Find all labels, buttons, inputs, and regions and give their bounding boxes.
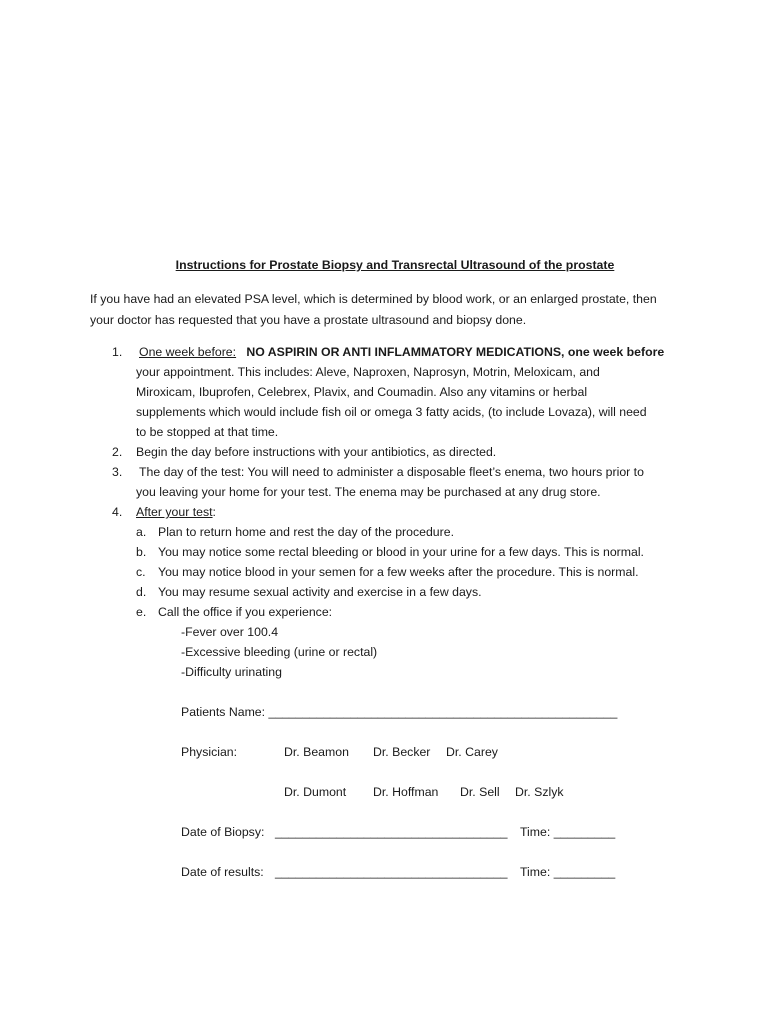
biopsy-time-label: Time: [520,825,551,839]
sub-item-e-letter: e. [136,605,147,619]
document-title: Instructions for Prostate Biopsy and Transrectal Ultrasound of the prostate [175,258,615,272]
sub-item-a-letter: a. [136,525,147,539]
sub-item-b-text: You may notice some rectal bleeding or blood in your urine for a few days. This is normal. [158,545,644,559]
item-3-line-2: you leaving your home for your test. The enema may be purchased at any drug store. [136,485,601,499]
patient-name-field[interactable]: ___________________________________________________ [268,705,618,719]
item-3-number: 3. [112,465,123,479]
doctor-sell[interactable]: Dr. Sell [460,785,500,799]
intro-line-2: your doctor has requested that you have a prostate ultrasound and biopsy done. [90,312,527,327]
intro-paragraph [90,289,690,330]
item-2-text: Begin the day before instructions with your antibiotics, as directed. [136,445,497,459]
symptom-fever: -Fever over 100.4 [181,625,279,639]
doctor-carey[interactable]: Dr. Carey [446,745,498,759]
item-1-line-2: your appointment. This includes: Aleve, Naproxen, Naprosyn, Motrin, Meloxicam, and [136,365,600,379]
patient-name-label: Patients Name: [181,705,266,719]
biopsy-date-label: Date of Biopsy: [181,825,265,839]
results-time-label: Time: [520,865,551,879]
intro-line-1: If you have had an elevated PSA level, which is determined by blood work, or an enlarged prostate, then [90,292,657,306]
item-1-line-5: to be stopped at that time. [136,425,279,439]
biopsy-time-field[interactable]: _________ [553,825,616,839]
physician-label: Physician: [181,745,238,759]
sub-item-b-letter: b. [136,545,147,559]
results-time-row [520,862,615,882]
biopsy-time-row [520,822,615,842]
sub-item-e-text: Call the office if you experience: [158,605,333,619]
doctor-hoffman[interactable]: Dr. Hoffman [373,785,439,799]
item-4-label: After your test [136,505,213,519]
results-date-field[interactable]: __________________________________ [275,865,508,879]
item-3-line-1: The day of the test: You will need to administer a disposable fleet’s enema, two hours prior to [139,465,644,479]
sub-item-d-text: You may resume sexual activity and exercise in a few days. [158,585,482,599]
item-4-number: 4. [112,505,123,519]
sub-item-d-letter: d. [136,585,147,599]
doctor-becker[interactable]: Dr. Becker [373,745,431,759]
item-1-line-4: supplements which would include fish oil or omega 3 fatty acids, (to include Lovaza), will need [136,405,647,419]
item-1-label: One week before: [139,345,237,359]
sub-item-c-text: You may notice blood in your semen for a few weeks after the procedure. This is normal. [158,565,639,579]
symptom-bleeding: -Excessive bleeding (urine or rectal) [181,645,378,659]
item-1-warning: NO ASPIRIN OR ANTI INFLAMMATORY MEDICATIONS, one week before [246,345,665,359]
results-time-field[interactable]: _________ [553,865,616,879]
sub-item-a-text: Plan to return home and rest the day of the procedure. [158,525,454,539]
doctor-dumont[interactable]: Dr. Dumont [284,785,347,799]
patient-name-row [181,702,617,722]
item-1-line-1 [139,342,664,362]
item-4-colon: : [212,505,216,519]
results-date-label: Date of results: [181,865,264,879]
doctor-beamon[interactable]: Dr. Beamon [284,745,349,759]
item-1-number: 1. [112,345,123,359]
item-1-line-3: Miroxicam, Ibuprofen, Celebrex, Plavix, and Coumadin. Also any vitamins or herbal [136,385,588,399]
item-4-heading [136,502,216,522]
doctor-szlyk[interactable]: Dr. Szlyk [515,785,564,799]
biopsy-date-field[interactable]: __________________________________ [275,825,508,839]
item-2-number: 2. [112,445,123,459]
sub-item-c-letter: c. [136,565,146,579]
symptom-urinating: -Difficulty urinating [181,665,282,679]
